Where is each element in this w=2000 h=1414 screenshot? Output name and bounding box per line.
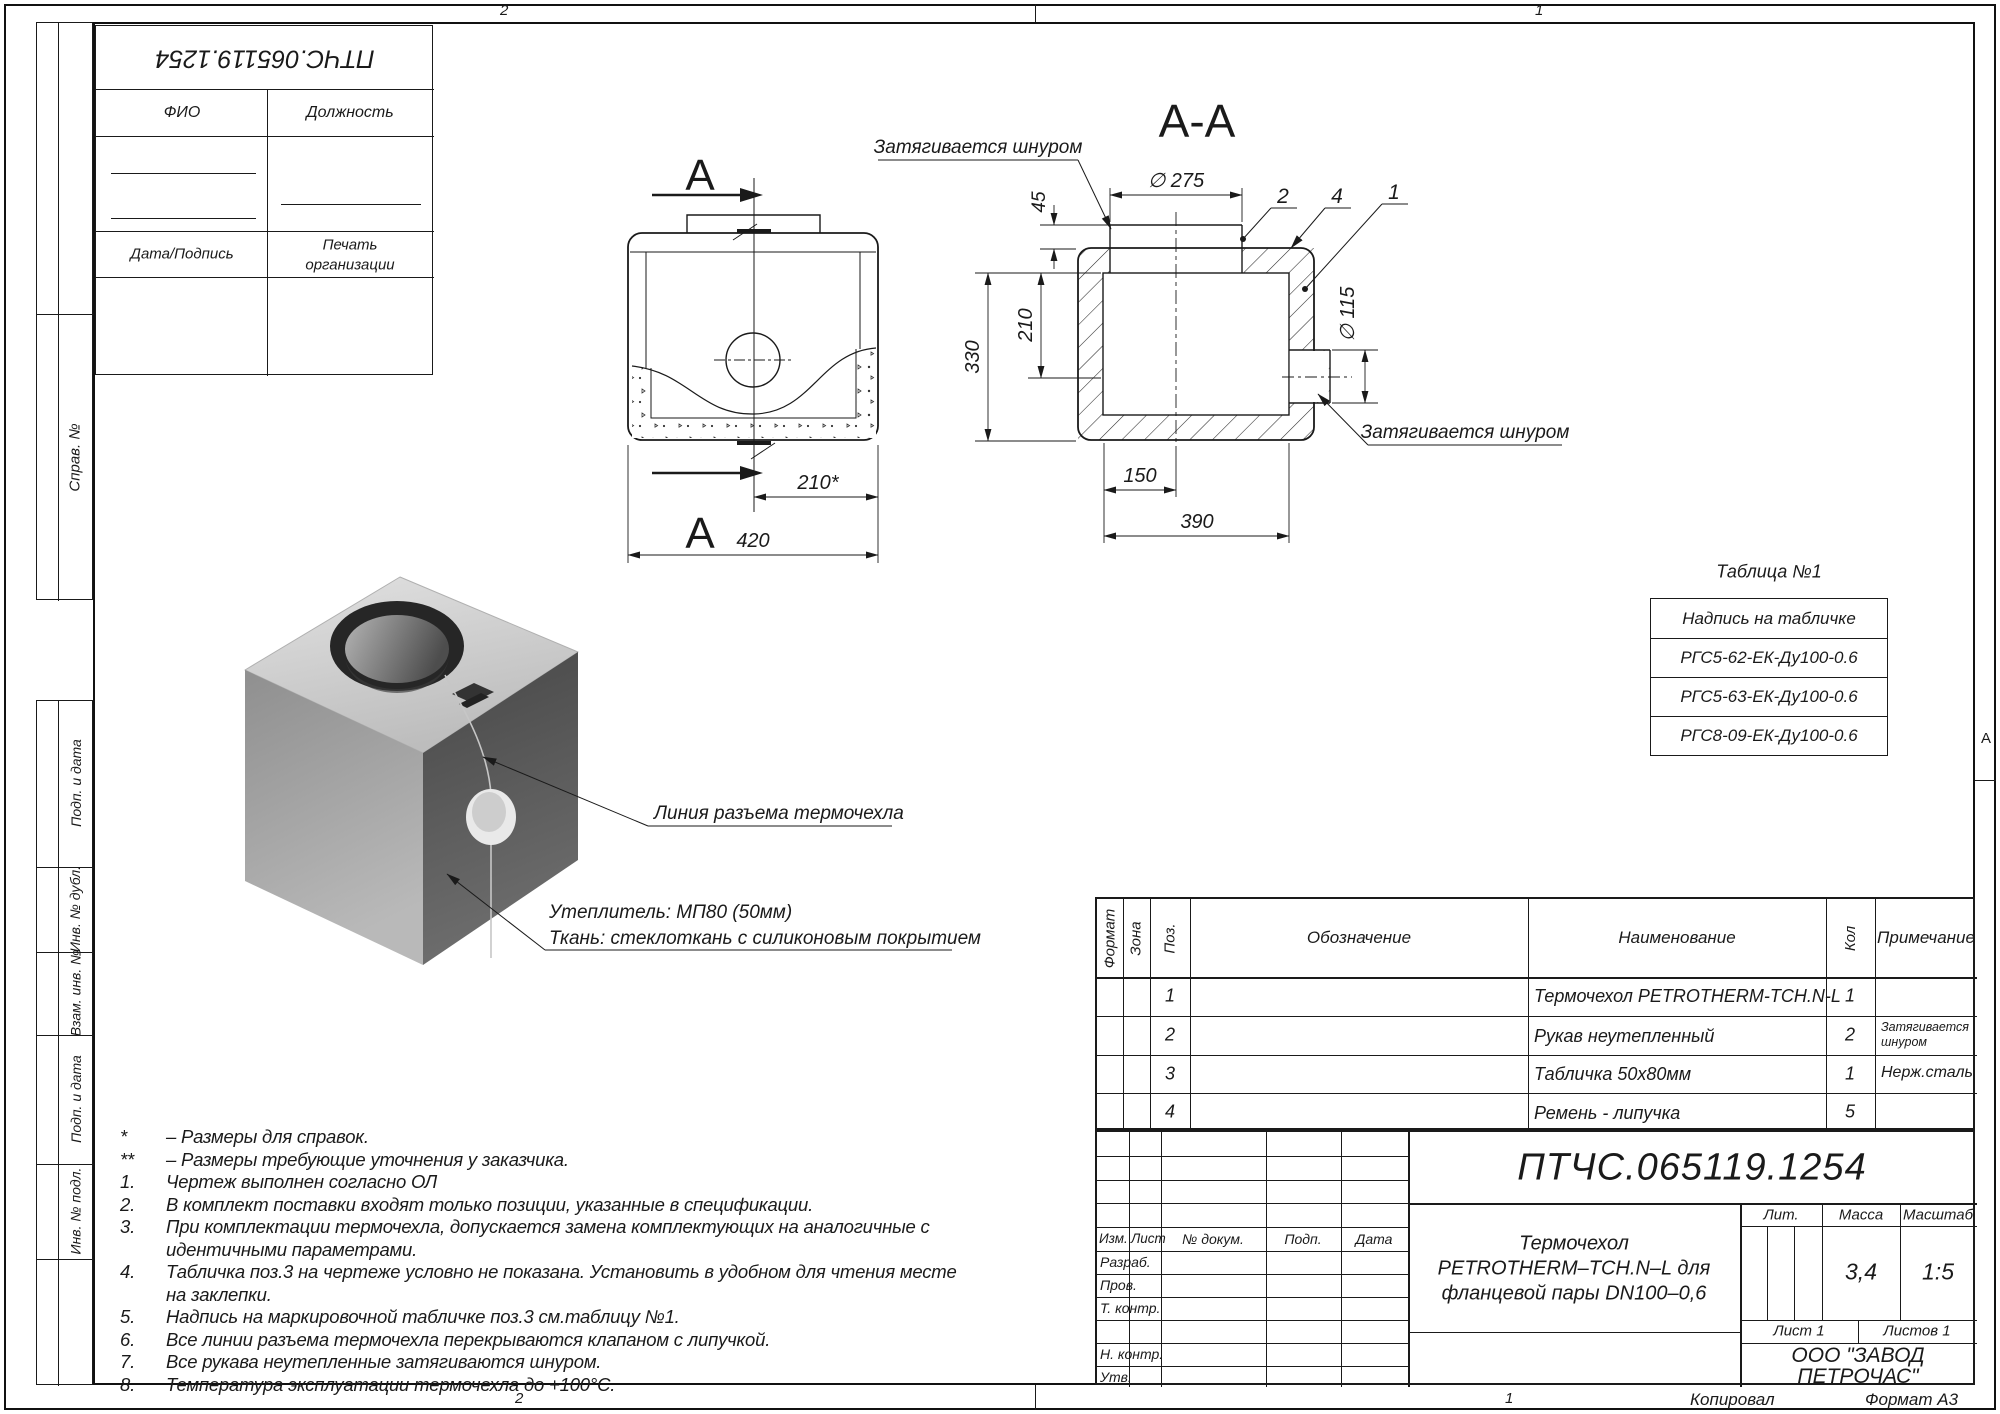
spec-row-name: Ремень - липучка [1534,1103,1681,1123]
dim-45: 45 [1029,191,1050,213]
corner-stamp-position-header: Должность [306,104,394,121]
spec-row-qty: 1 [1844,985,1856,1006]
balloon-2: 2 [1277,185,1289,208]
note-item: 4. Табличка поз.3 на чертеже условно не показана. Установить в удобном для чтения месте на заклепки. [120,1261,957,1305]
balloon-1: 1 [1388,181,1400,204]
tb-scale-value: 1:5 [1922,1258,1954,1285]
zone-label-top-2: 2 [500,2,509,19]
tb-prov: Пров. [1100,1277,1137,1293]
tb-mass-value: 3,4 [1845,1258,1877,1285]
balloon-leader-4 [1291,208,1325,248]
note-item: 7. Все рукава неутепленные затягиваются шнуром. [120,1351,602,1372]
zone-label-bottom-1: 1 [1505,1390,1514,1407]
tb-sheet: Лист 1 [1773,1322,1825,1340]
note-item: 2. В комплект поставки входят только позиции, указанные в спецификации. [120,1193,814,1215]
table1-row: РГС5-63-ЕК-Ду100-0.6 [1651,677,1887,716]
spec-row-qty: 1 [1844,1063,1856,1084]
tb-razrab: Разраб. [1100,1254,1151,1270]
spec-header-note: Примечание [1877,928,1975,947]
iso-material-label-1: Утеплитель: МП80 (50мм) [549,902,793,923]
corner-stamp-org-seal-1: Печать [322,236,378,254]
spec-row-pos: 2 [1164,1024,1176,1045]
margin-label-vzam-inv: Взам. инв. № [67,949,84,1036]
corner-stamp-doc-number: ПТЧС.065119.1254 [155,44,375,73]
balloon-leader-2 [1243,208,1271,239]
spec-header-pos: Поз. [1161,922,1179,954]
spec-row-pos: 4 [1164,1101,1176,1122]
zone-label-top-1: 1 [1535,2,1544,19]
spec-row-qty: 5 [1844,1101,1856,1122]
table1-row: РГС5-62-ЕК-Ду100-0.6 [1651,638,1887,677]
table1 [1650,598,1888,756]
title-block [1095,1130,1975,1388]
dim-330: 330 [962,340,984,374]
iso-ring-cavity [345,615,449,683]
spec-row-name: Табличка 50х80мм [1534,1064,1692,1084]
tb-product-name-1: Термочехол [1519,1232,1629,1255]
tb-company-2: ПЕТРОЧАС" [1797,1365,1919,1388]
dim-150: 150 [1123,465,1157,487]
dim-390: 390 [1180,511,1214,533]
dim-210-star: 210* [797,472,839,494]
tb-mass-label: Масса [1838,1206,1884,1224]
tb-product-name-2: PETROTHERM–TCH.N–L для [1437,1257,1711,1280]
cord-callout-top: Затягивается шнуром [873,137,1083,158]
table1-header: Надпись на табличке [1682,608,1856,628]
front-view-body [628,233,878,440]
spec-header-name: Наименование [1618,928,1736,947]
zone-label-right-a: А [1981,730,1992,747]
section-hatching [1078,248,1330,440]
cord-callout-bottom: Затягивается шнуром [1360,422,1570,443]
margin-label-podp-data-2: Подп. и дата [67,1054,84,1143]
technical-notes [120,1126,970,1396]
tb-product-name-3: фланцевой пары DN100–0,6 [1441,1282,1707,1305]
spec-row-note: шнуром [1881,1035,1927,1049]
spec-header-zone: Зона [1128,920,1145,956]
note-item: 5. Надпись на маркировочной табличке поз.3 см.таблицу №1. [120,1306,680,1327]
section-arrow-bottom [652,466,763,480]
note-item: ** – Размеры требующие уточнения у заказчика. [120,1148,569,1170]
spec-row-note: Нерж.сталь [1881,1064,1973,1081]
spec-header-format: Формат [1101,908,1119,968]
tb-sheets: Листов 1 [1883,1322,1951,1340]
iso-parting-label: Линия разъема термочехла [654,803,904,824]
margin-label-podp-data-1: Подп. и дата [67,739,84,827]
leader-cord-top [1078,160,1111,229]
tb-list: Лист [1131,1231,1166,1246]
footer-format: Формат А3 [1865,1390,1959,1409]
section-letter-bottom: А [685,509,715,558]
iso-front-hole-inner [472,792,506,832]
section-outer-body [1078,248,1314,440]
tb-doc-number: ПТЧС.065119.1254 [1517,1146,1867,1189]
margin-label-inv-podl: Инв. № подл. [67,1167,84,1254]
iso-material-label-2: Ткань: стеклоткань с силиконовым покрытием [549,928,981,949]
spec-row-pos: 3 [1164,1063,1176,1084]
note-item: 6. Все линии разъема термочехла перекрываются клапаном с липучкой. [120,1328,771,1350]
dim-420: 420 [736,530,770,552]
spec-row-name: Термочехол PETROTHERM-TCH.N-L [1534,986,1841,1006]
note-item: 8. Температура эксплуатации термочехла до +100°С. [120,1373,616,1395]
table1-row: РГС8-09-ЕК-Ду100-0.6 [1651,716,1887,755]
balloon-leader-1 [1305,204,1382,289]
dim-dia-115: ∅ 115 [1337,286,1359,342]
corner-stamp-org-seal-2: организации [305,256,395,274]
note-item: * – Размеры для справок. [120,1126,369,1147]
tb-company-1: ООО "ЗАВОД [1791,1344,1925,1367]
tb-izm: Изм. [1099,1231,1128,1246]
spec-row-qty: 2 [1844,1024,1856,1045]
dim-210: 210 [1015,308,1037,342]
dim-dia-275: ∅ 275 [1147,170,1205,192]
section-cavity [1103,273,1289,415]
section-letter-top: А [685,151,715,200]
tb-tkontr: Т. контр. [1100,1300,1161,1316]
corner-stamp-date-sign: Дата/Подпись [130,245,234,263]
spec-row-note: Затягивается [1881,1020,1969,1034]
spec-table [1095,897,1975,1130]
tb-scale-label: Масштаб [1902,1206,1974,1224]
tb-data: Дата [1355,1231,1393,1247]
spec-row-pos: 1 [1164,985,1176,1006]
balloon-4: 4 [1331,185,1343,208]
table1-title: Таблица №1 [1716,561,1822,582]
zone-label-bottom-2: 2 [515,1390,524,1407]
tb-nkontr: Н. контр. [1100,1346,1164,1362]
tb-ndoc: № докум. [1182,1231,1244,1247]
footer-copied: Копировал [1690,1390,1775,1409]
tb-utv: Утв. [1100,1369,1132,1385]
note-item: 1. Чертеж выполнен согласно ОЛ [120,1171,438,1192]
tb-podp: Подп. [1284,1231,1322,1247]
margin-label-sprav: Справ. № [67,423,84,492]
tb-lit-label: Лит. [1763,1206,1799,1224]
front-view [628,178,878,563]
corner-stamp-fio-header: ФИО [163,104,201,121]
spec-header-designation: Обозначение [1306,928,1412,947]
spec-header-qty: Кол [1842,925,1859,951]
section-title: А-А [1158,95,1236,147]
spec-row-name: Рукав неутепленный [1534,1026,1715,1046]
note-item: 3. При комплектации термочехла, допускается замена комплектующих на аналогичные с идентичными параметрами. [120,1216,930,1260]
margin-label-inv-dubl: Инв. № дубл. [67,865,84,952]
